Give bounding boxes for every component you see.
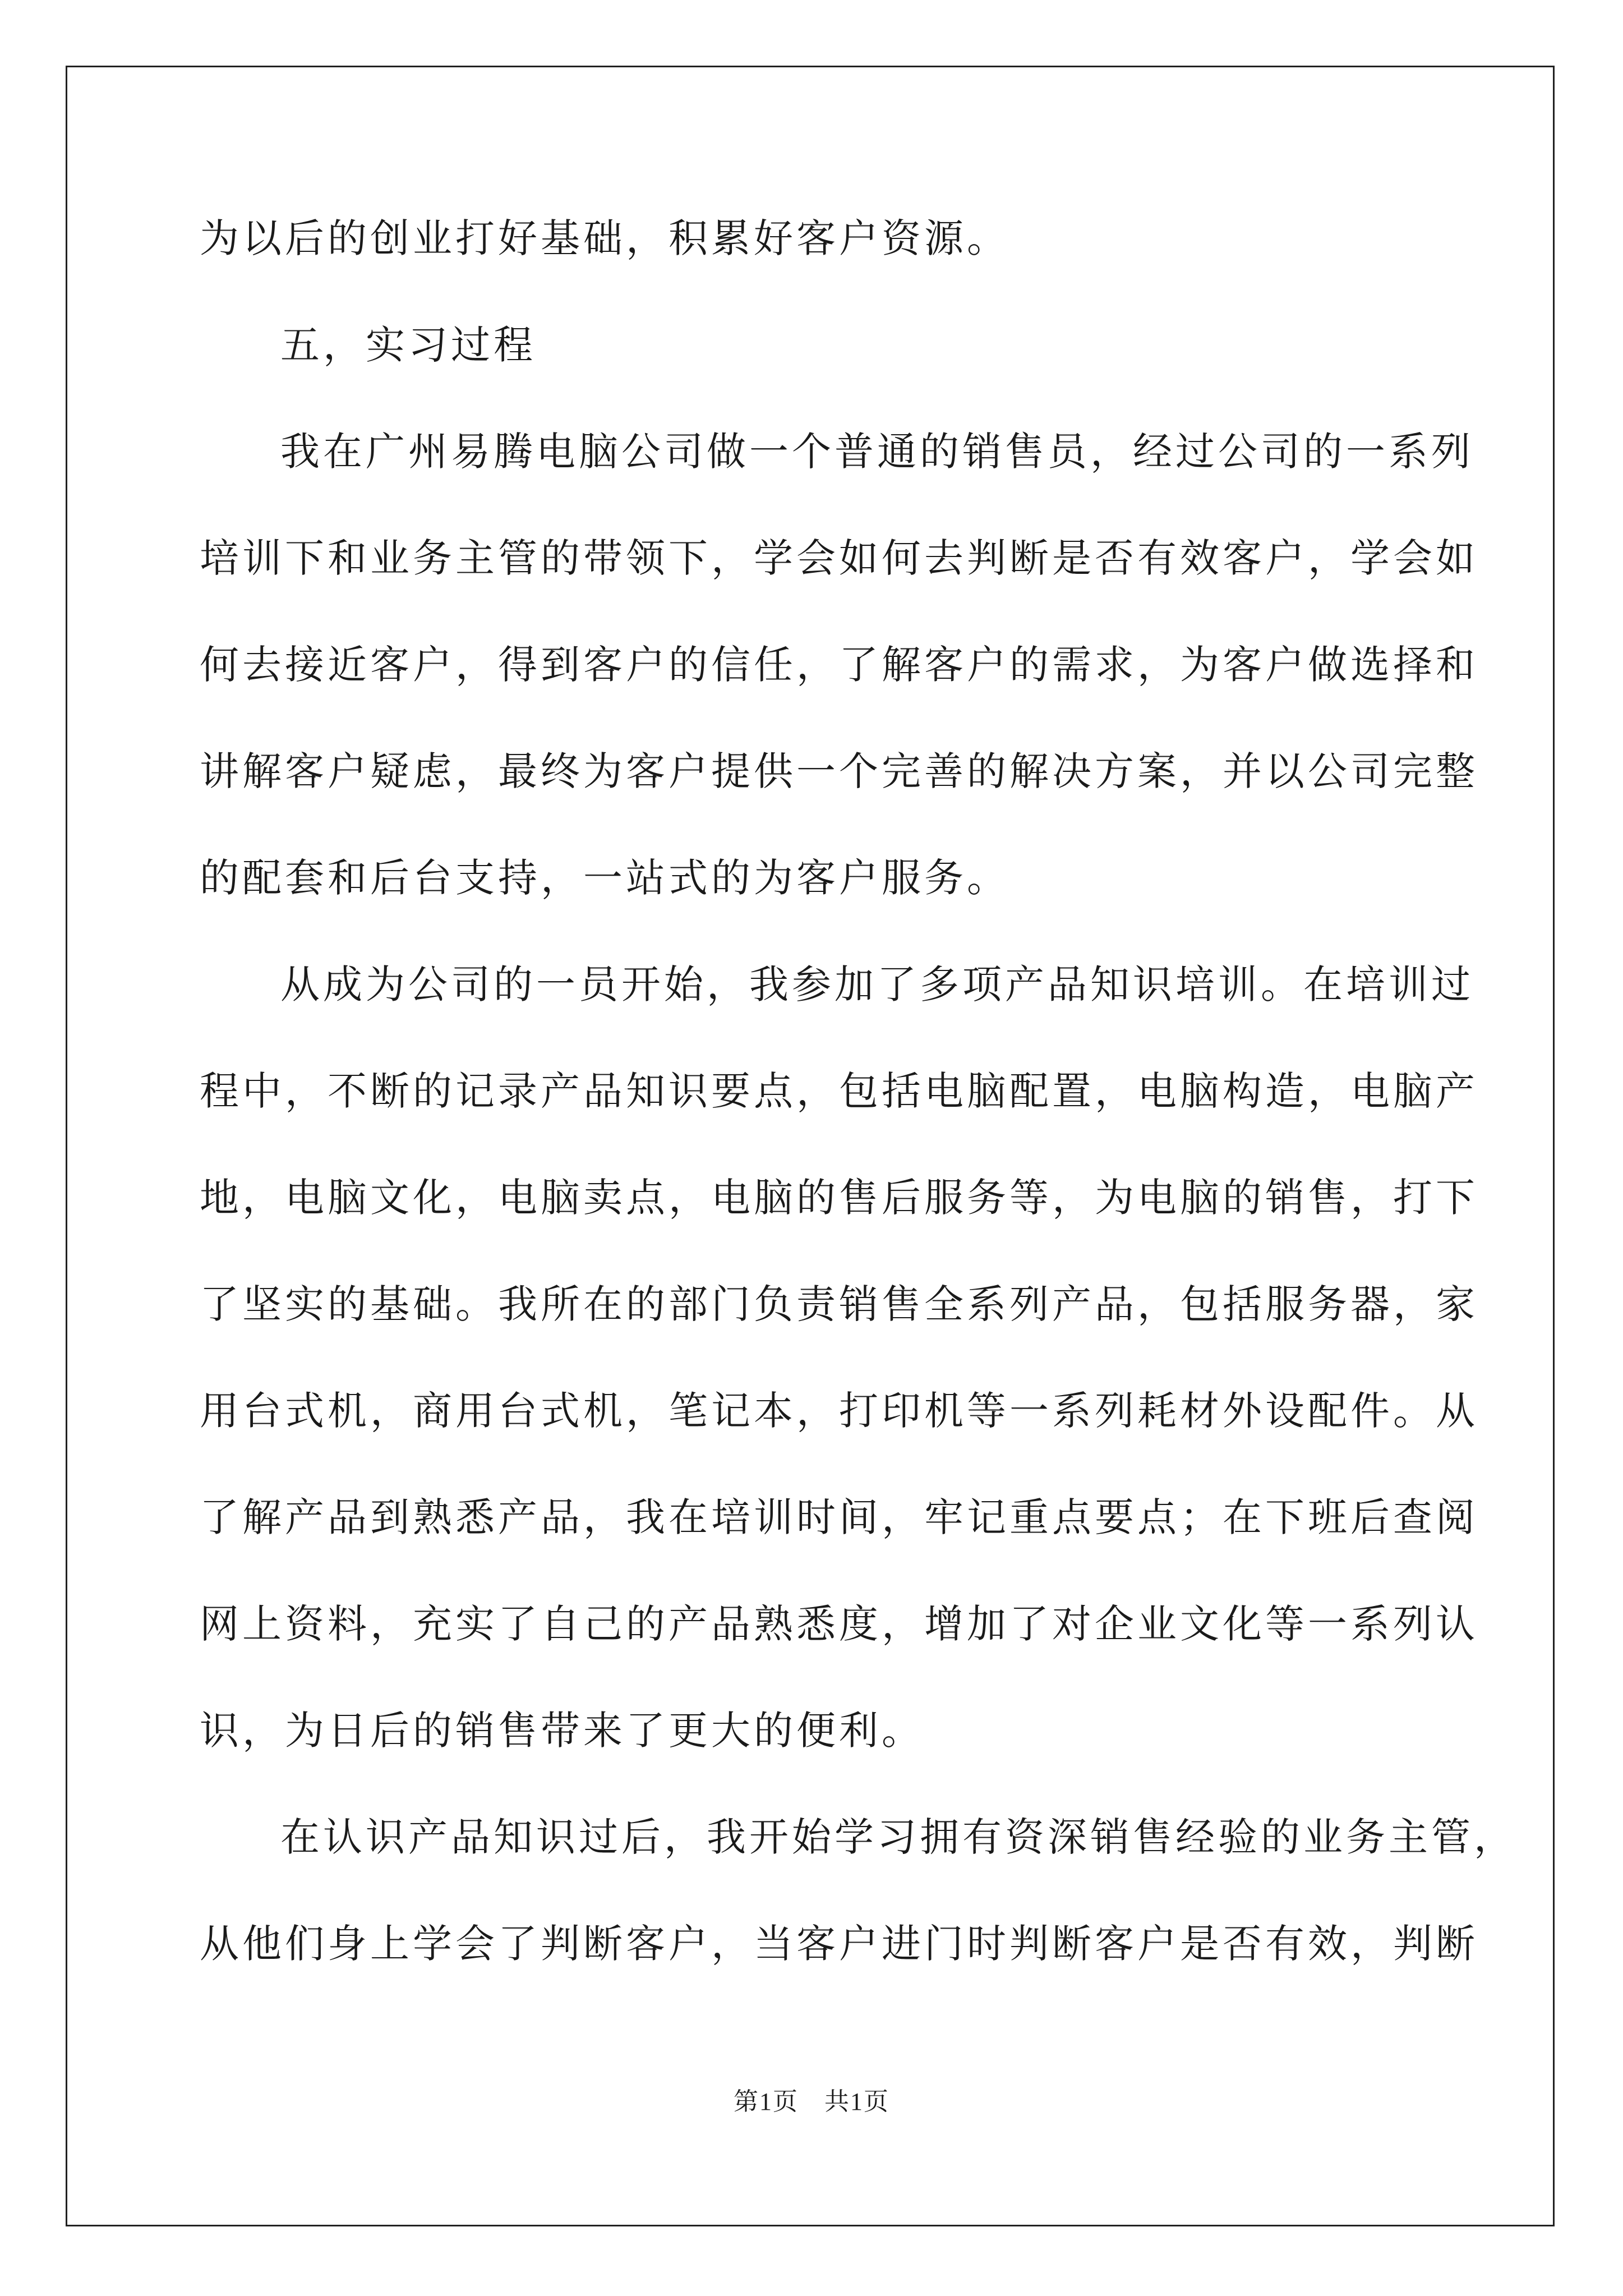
text-line-5: 何去接近客户，得到客户的信任，了解客户的需求，为客户做选择和 — [200, 642, 1478, 688]
text-line-3: 我在广州易腾电脑公司做一个普通的销售员，经过公司的一系列 — [280, 429, 1474, 475]
text-line-9: 程中，不断的记录产品知识要点，包括电脑配置，电脑构造，电脑产 — [200, 1068, 1478, 1114]
section-heading: 五，实习过程 — [280, 322, 536, 368]
text-line-17: 从他们身上学会了判断客户，当客户进门时判断客户是否有效，判断 — [200, 1921, 1478, 1967]
text-line-6: 讲解客户疑虑，最终为客户提供一个完善的解决方案，并以公司完整 — [200, 748, 1478, 794]
page-footer: 第1页 共1页 — [734, 2088, 889, 2115]
text-line-16: 在认识产品知识过后，我开始学习拥有资深销售经验的业务主管， — [280, 1814, 1516, 1860]
text-line-4: 培训下和业务主管的带领下，学会如何去判断是否有效客户，学会如 — [200, 535, 1478, 581]
text-line-11: 了坚实的基础。我所在的部门负责销售全系列产品，包括服务器，家 — [200, 1281, 1478, 1327]
text-line-14: 网上资料，充实了自己的产品熟悉度，增加了对企业文化等一系列认 — [200, 1601, 1478, 1647]
text-line-1: 为以后的创业打好基础，积累好客户资源。 — [200, 215, 1009, 261]
text-line-8: 从成为公司的一员开始，我参加了多项产品知识培训。在培训过 — [280, 961, 1474, 1007]
text-line-13: 了解产品到熟悉产品，我在培训时间，牢记重点要点；在下班后查阅 — [200, 1494, 1478, 1540]
page-border — [66, 66, 1555, 2226]
text-line-10: 地，电脑文化，电脑卖点，电脑的售后服务等，为电脑的销售，打下 — [200, 1175, 1478, 1221]
text-line-7: 的配套和后台支持，一站式的为客户服务。 — [200, 855, 1009, 901]
text-line-15: 识，为日后的销售带来了更大的便利。 — [200, 1708, 924, 1754]
text-line-12: 用台式机，商用台式机，笔记本，打印机等一系列耗材外设配件。从 — [200, 1388, 1478, 1434]
